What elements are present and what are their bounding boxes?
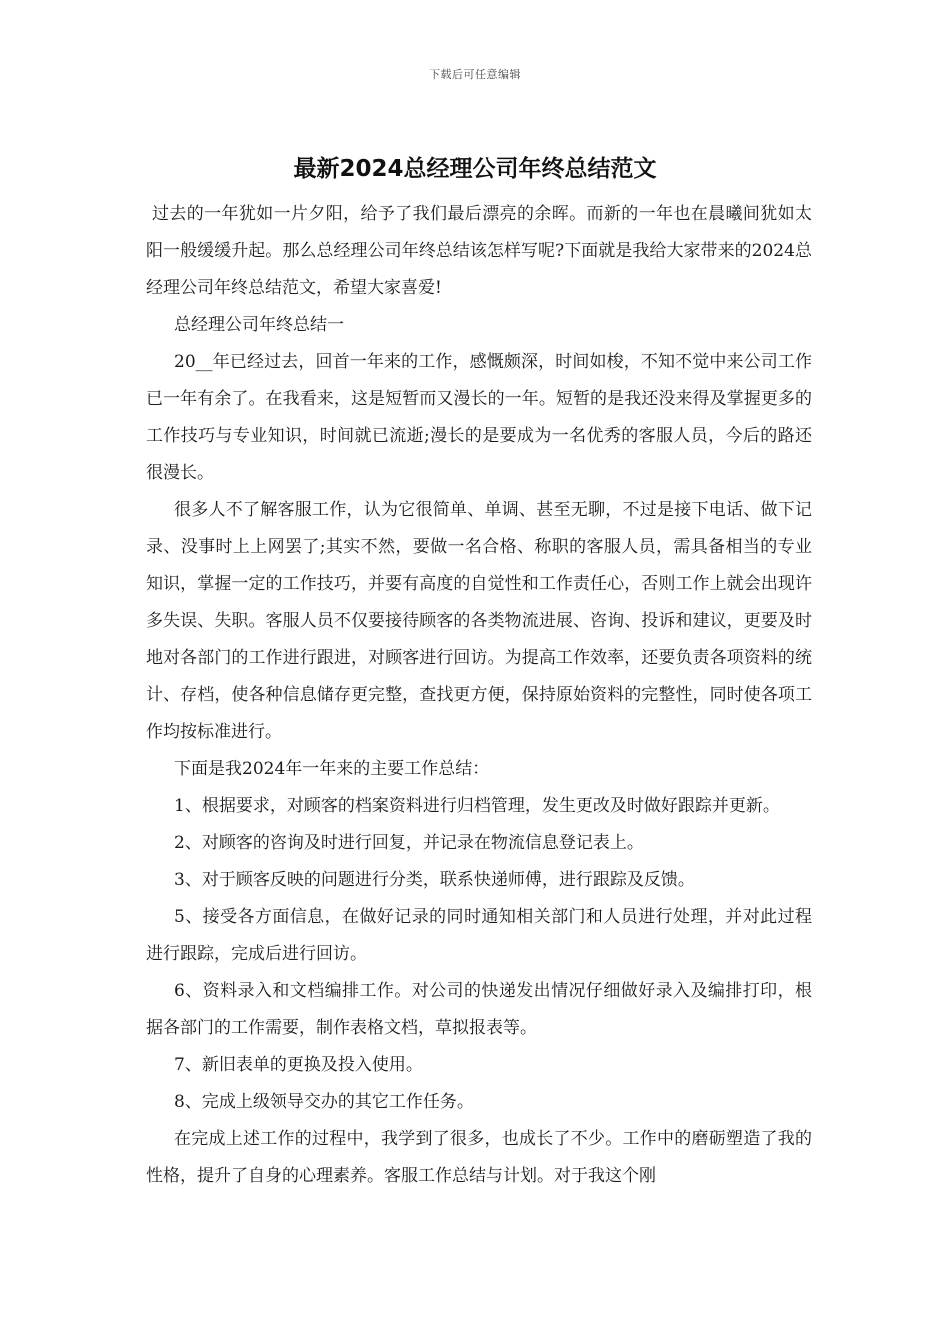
body-paragraph: 很多人不了解客服工作，认为它很简单、单调、甚至无聊，不过是接下电话、做下记录、没事时上上网罢了;其实不然，要做一名合格、称职的客服人员，需具备相当的专业知识，掌握一定的工作技巧，并要有高度的自觉性和工作责任心，否则工作上就会出现许多失误、失职。客服人员不仅要接待顾客的各类物流进展、咨询、投诉和建议，更要及时地对各部门的工作进行跟进，对顾客进行回访。为提高工作效率，还要负责各项资料的统计、存档，使各种信息储存更完整，查找更方便，保持原始资料的完整性，同时使各项工作均按标准进行。 (146, 500, 812, 742)
document-title: 最新2024总经理公司年终总结范文 (293, 156, 657, 182)
body-paragraph: 在完成上述工作的过程中，我学到了很多，也成长了不少。工作中的磨砺塑造了我的性格，提升了自身的心理素养。客服工作总结与计划。对于我这个刚 (146, 1129, 812, 1186)
list-item: 3、对于顾客反映的问题进行分类，联系快递师傅，进行跟踪及反馈。 (174, 870, 695, 890)
list-item: 2、对顾客的咨询及时进行回复，并记录在物流信息登记表上。 (174, 833, 644, 853)
document-body (146, 196, 812, 1195)
body-paragraph: 下面是我2024年一年来的主要工作总结： (174, 759, 490, 779)
list-item: 8、完成上级领导交办的其它工作任务。 (174, 1092, 474, 1112)
list-item: 1、根据要求，对顾客的档案资料进行归档管理，发生更改及时做好跟踪并更新。 (174, 796, 780, 816)
list-item: 5、接受各方面信息，在做好记录的同时通知相关部门和人员进行处理，并对此过程进行跟踪，完成后进行回访。 (146, 907, 812, 964)
page-header-note: 下载后可任意编辑 (429, 68, 521, 81)
intro-paragraph: 过去的一年犹如一片夕阳，给予了我们最后漂亮的余晖。而新的一年也在晨曦间犹如太阳一般缓缓升起。那么总经理公司年终总结该怎样写呢?下面就是我给大家带来的2024总经理公司年终总结范文，希望大家喜爱! (146, 204, 812, 298)
body-paragraph: 20__年已经过去，回首一年来的工作，感慨颇深，时间如梭，不知不觉中来公司工作已一年有余了。在我看来，这是短暂而又漫长的一年。短暂的是我还没来得及掌握更多的工作技巧与专业知识，时间就已流逝;漫长的是要成为一名优秀的客服人员，今后的路还很漫长。 (146, 352, 812, 483)
list-item: 6、资料录入和文档编排工作。对公司的快递发出情况仔细做好录入及编排打印，根据各部门的工作需要，制作表格文档，草拟报表等。 (146, 981, 812, 1038)
list-item: 7、新旧表单的更换及投入使用。 (174, 1055, 423, 1075)
section-heading: 总经理公司年终总结一 (174, 315, 344, 335)
